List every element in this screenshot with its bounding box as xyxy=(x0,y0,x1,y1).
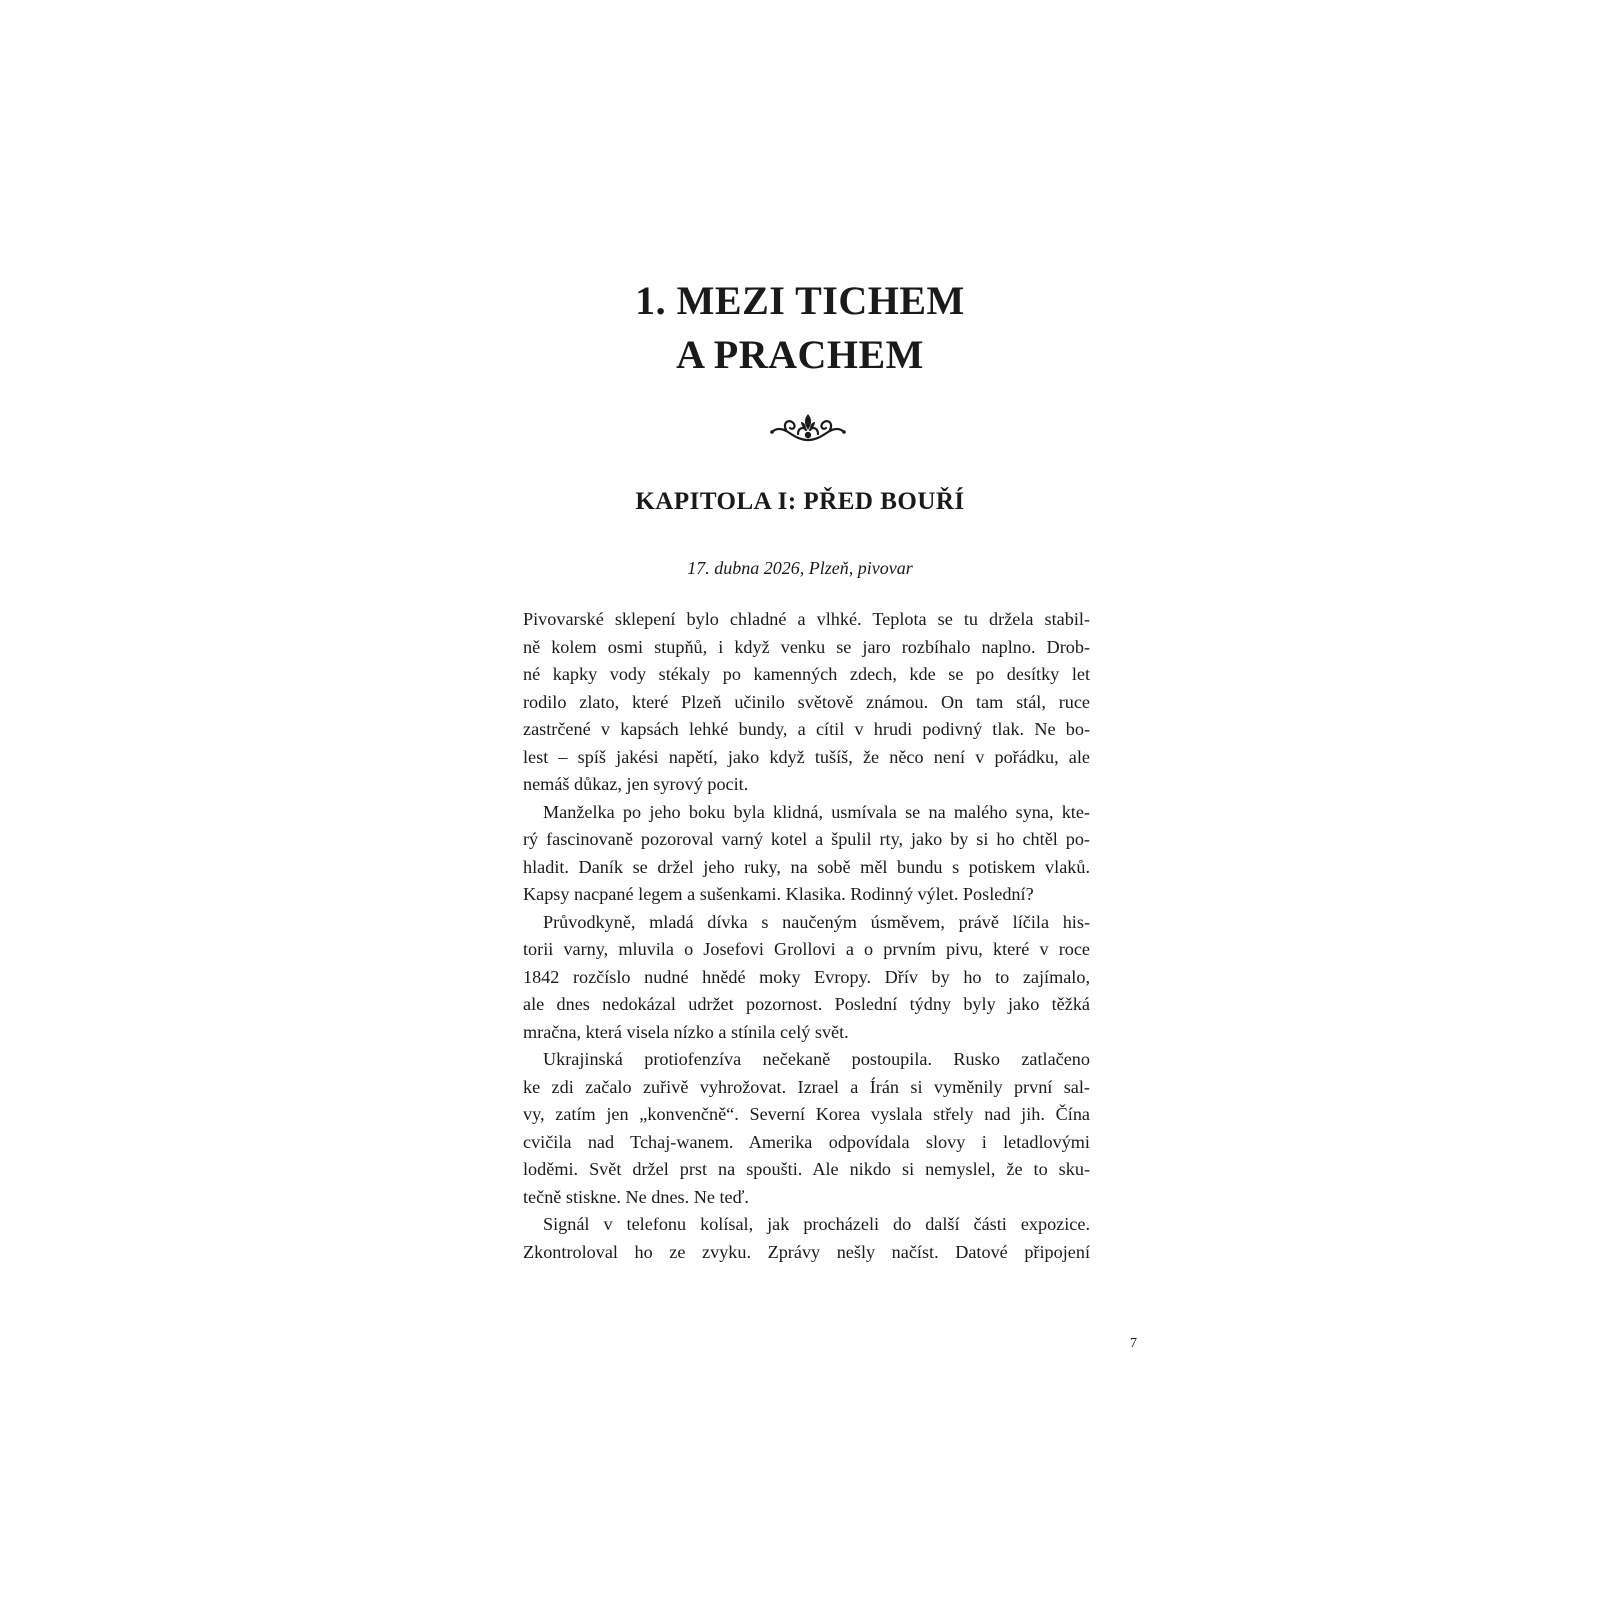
chapter-title-line-2: A PRACHEM xyxy=(676,332,924,377)
chapter-title xyxy=(0,274,1600,382)
text-line: Zkontroloval ho ze zvyku. Zprávy nešly načíst. Datové připojení xyxy=(523,1241,1090,1262)
text-line: torii varny, mluvila o Josefovi Grollovi a o prvním pivu, které v roce xyxy=(523,939,1090,959)
dateline: 17. dubna 2026, Plzeň, pivovar xyxy=(687,558,913,578)
text-line: né kapky vody stékaly po kamenných zdech, kde se po desítky let xyxy=(523,664,1090,684)
text-line: Pivovarské sklepení bylo chladné a vlhké. Teplota se tu držela stabil- xyxy=(523,609,1090,629)
chapter-title-line-1: 1. MEZI TICHEM xyxy=(635,278,965,323)
text-line: Signál v telefonu kolísal, jak procházeli do další části expozice. xyxy=(543,1214,1090,1234)
text-line: nemáš důkaz, jen syrový pocit. xyxy=(523,774,749,794)
text-line: Ukrajinská protiofenzíva nečekaně postoupila. Rusko zatlačeno xyxy=(543,1049,1090,1069)
text-line: 1842 rozčíslo nudné hnědé moky Evropy. Dřív by ho to zajímalo, xyxy=(523,966,1090,987)
text-line: mračna, která visela nízko a stínila celý svět. xyxy=(523,1021,849,1042)
text-line: ale dnes nedokázal udržet pozornost. Poslední týdny byly jako těžká xyxy=(523,994,1090,1014)
text-line: tečně stiskne. Ne dnes. Ne teď. xyxy=(523,1186,749,1207)
text-line: loděmi. Svět držel prst na spoušti. Ale nikdo si nemyslel, že to sku- xyxy=(523,1159,1090,1179)
text-line: zastrčené v kapsách lehké bundy, a cítil v hrudi podivný tlak. Ne bo- xyxy=(523,719,1090,739)
text-line: vy, zatím jen „konvenčně“. Severní Korea vyslala střely nad jih. Čína xyxy=(523,1104,1090,1124)
text-line: hladit. Daník se držel jeho ruky, na sobě měl bundu s potiskem vlaků. xyxy=(523,856,1090,877)
text-line: rodilo zlato, které Plzeň učinilo světově známou. On tam stál, ruce xyxy=(523,691,1090,712)
fleuron-ornament-icon xyxy=(768,410,848,446)
text-line: lest – spíš jakési napětí, jako když tušíš, že něco není v pořádku, ale xyxy=(523,746,1090,767)
section-heading: KAPITOLA I: PŘED BOUŘÍ xyxy=(635,488,965,515)
text-line: ně kolem osmi stupňů, i když venku se jaro rozbíhalo naplno. Drob- xyxy=(523,636,1090,657)
text-line: ke zdi začalo zuřivě vyhrožovat. Izrael a Írán si vyměnily první sal- xyxy=(523,1076,1090,1097)
text-line: rý fascinovaně pozoroval varný kotel a špulil rty, jako by si ho chtěl po- xyxy=(523,829,1090,849)
text-line: cvičila nad Tchaj-wanem. Amerika odpovídala slovy i letadlovými xyxy=(523,1131,1090,1152)
text-line: Průvodkyně, mladá dívka s naučeným úsměvem, právě líčila his- xyxy=(543,911,1090,932)
page-number: 7 xyxy=(1130,1336,1137,1351)
text-line: Kapsy nacpané legem a sušenkami. Klasika. Rodinný výlet. Poslední? xyxy=(523,884,1034,904)
text-line: Manželka po jeho boku byla klidná, usmívala se na malého syna, kte- xyxy=(543,801,1090,822)
body-text xyxy=(523,606,1090,1266)
